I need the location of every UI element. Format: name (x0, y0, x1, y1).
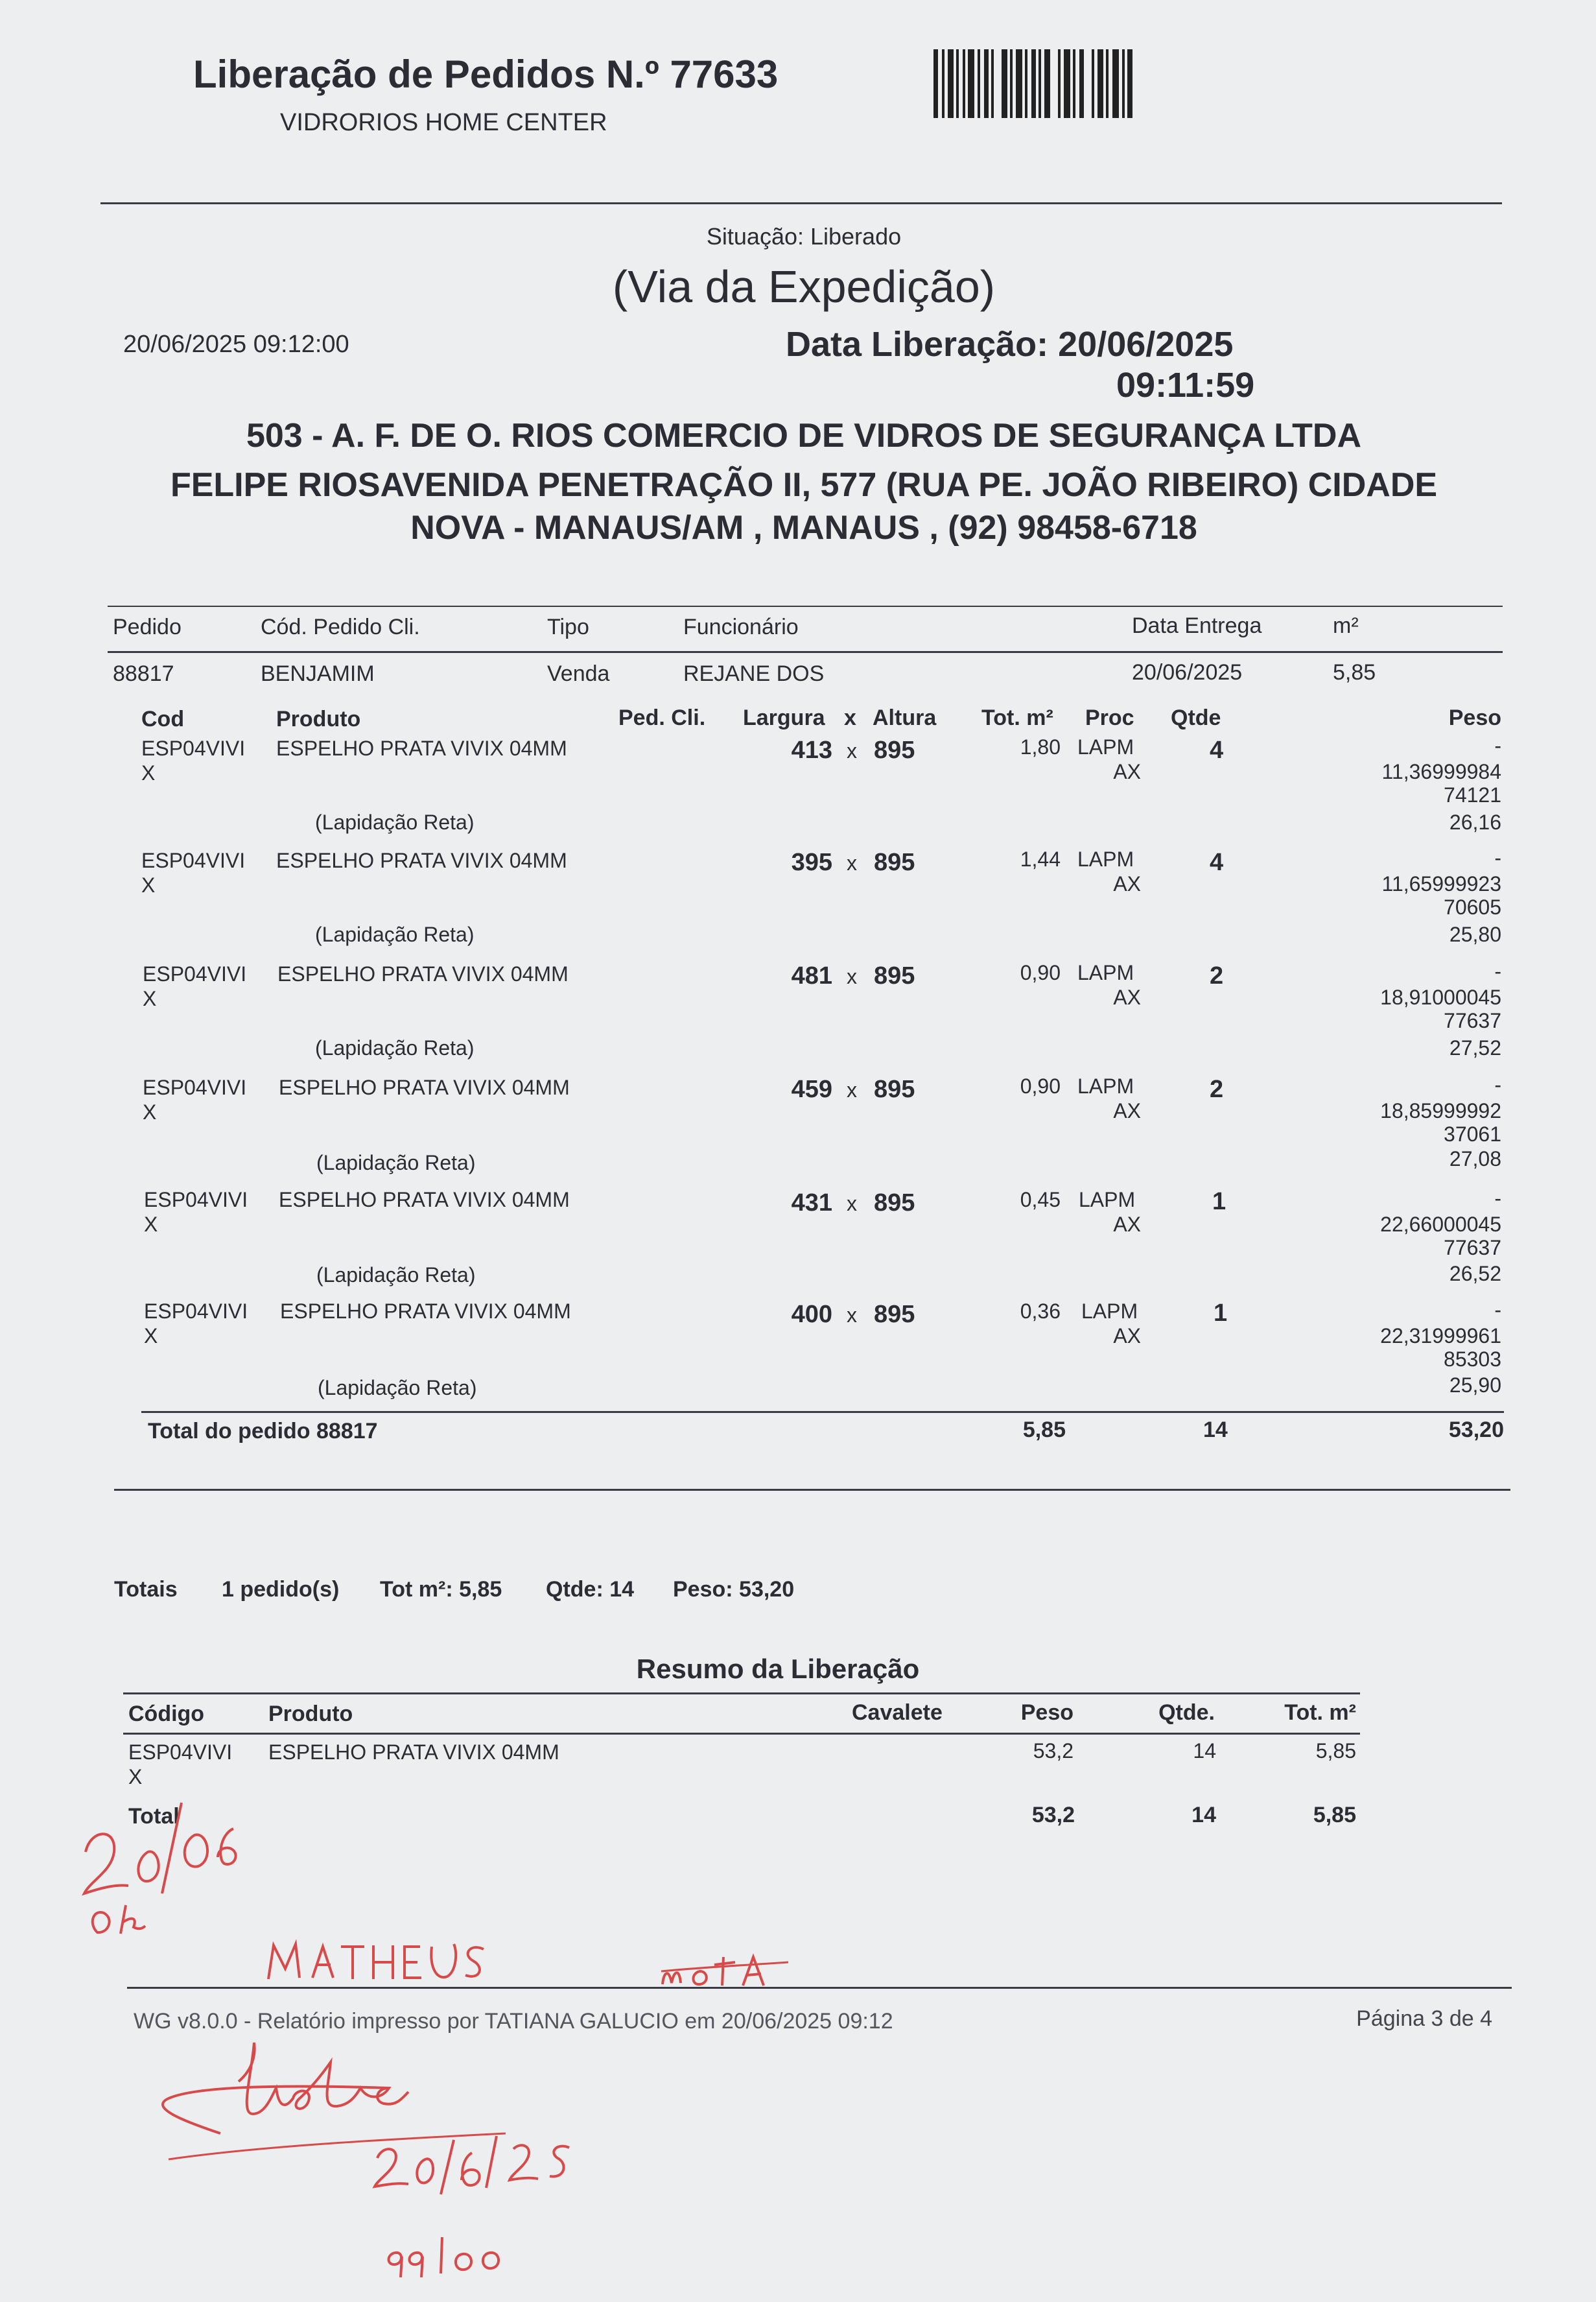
item-qty: 4 (1210, 849, 1224, 876)
summary-row-cod: ESP04VIVI (128, 1740, 233, 1764)
print-datetime: 20/06/2025 09:12:00 (123, 331, 349, 358)
items-col-cod: Cod (141, 707, 185, 731)
item-cod-cont: X (141, 873, 156, 897)
order-funcionario-value: REJANE DOS (683, 661, 825, 686)
item-product: ESPELHO PRATA VIVIX 04MM (276, 849, 567, 872)
item-product: ESPELHO PRATA VIVIX 04MM (279, 1188, 570, 1211)
item-qty: 1 (1212, 1188, 1226, 1215)
item-weight: 18,91000045 (1380, 986, 1501, 1009)
items-col-altura: Altura (873, 706, 937, 730)
totals-m2: Tot m²: 5,85 (380, 1577, 502, 1602)
item-subtitle: (Lapidação Reta) (315, 1036, 475, 1060)
summary-row-tot-m2: 5,85 (1315, 1739, 1356, 1762)
section-divider (114, 1489, 1510, 1491)
item-unit-weight: 25,80 (1449, 923, 1501, 946)
item-qty: 1 (1214, 1299, 1228, 1327)
item-unit-weight: 26,52 (1449, 1262, 1501, 1285)
summary-total-label: Total (128, 1804, 180, 1829)
item-weight-dash: - (1494, 846, 1501, 870)
document-title: Liberação de Pedidos N.º 77633 (193, 53, 779, 96)
handwritten-time-bottom (379, 2231, 521, 2283)
summary-col-tot-m2: Tot. m² (1284, 1700, 1356, 1725)
item-qty: 2 (1210, 962, 1224, 990)
item-weight-cont: 70605 (1444, 896, 1501, 919)
item-cod: ESP04VIVI (141, 737, 246, 760)
item-weight-dash: - (1494, 1187, 1501, 1210)
totals-weight: Peso: 53,20 (673, 1577, 795, 1602)
item-x: x (847, 739, 857, 763)
item-weight: 11,36999984 (1381, 760, 1501, 783)
summary-total-weight: 53,2 (1031, 1803, 1075, 1827)
item-subtitle: (Lapidação Reta) (315, 923, 475, 946)
order-header-bottom-line (108, 651, 1503, 653)
client-address-line2: NOVA - MANAUS/AM , MANAUS , (92) 98458-6718 (410, 509, 1197, 547)
order-total-qty: 14 (1203, 1418, 1228, 1442)
summary-total-tot-m2: 5,85 (1313, 1803, 1356, 1827)
release-date: Data Liberação: 20/06/2025 (786, 325, 1234, 364)
item-weight-cont: 77637 (1444, 1236, 1501, 1259)
client-name: 503 - A. F. DE O. RIOS COMERCIO DE VIDROS DE SEGURANÇA LTDA (246, 417, 1362, 455)
item-weight-dash: - (1494, 1073, 1501, 1097)
company-name: VIDRORIOS HOME CENTER (280, 109, 607, 136)
order-col-cod-cli: Cód. Pedido Cli. (261, 615, 420, 639)
item-tot-m2: 1,80 (1020, 735, 1061, 759)
items-col-qtde: Qtde (1171, 706, 1221, 730)
item-x: x (847, 1192, 857, 1215)
item-x: x (847, 851, 857, 875)
order-header-top-line (108, 606, 1503, 607)
totals-label: Totais (114, 1577, 178, 1602)
summary-total-qty: 14 (1191, 1803, 1216, 1827)
summary-row-qty: 14 (1193, 1739, 1216, 1762)
item-row (0, 1299, 1596, 1410)
item-weight-cont: 85303 (1444, 1347, 1501, 1371)
item-height: 895 (874, 1301, 915, 1328)
item-row (0, 962, 1596, 1073)
order-col-data-entrega: Data Entrega (1132, 613, 1262, 638)
summary-col-codigo: Código (128, 1702, 205, 1726)
item-cod: ESP04VIVI (141, 849, 246, 872)
item-subtitle: (Lapidação Reta) (316, 1263, 476, 1287)
order-col-funcionario: Funcionário (683, 615, 799, 639)
summary-header-line (123, 1733, 1360, 1735)
item-width: 400 (791, 1301, 832, 1328)
item-proc: LAPM (1077, 1074, 1134, 1098)
handwritten-name-matheus (259, 1932, 506, 1991)
item-subtitle: (Lapidação Reta) (318, 1376, 477, 1399)
item-row (0, 734, 1596, 847)
item-height: 895 (874, 1076, 915, 1103)
order-col-tipo: Tipo (547, 615, 589, 639)
item-proc: LAPM (1077, 735, 1134, 759)
summary-top-line (123, 1692, 1360, 1694)
item-width: 395 (791, 849, 832, 876)
order-col-pedido: Pedido (113, 615, 182, 639)
item-height: 895 (874, 1189, 915, 1216)
handwritten-date-left (71, 1790, 240, 1939)
items-col-proc: Proc (1085, 706, 1134, 730)
summary-row-weight: 53,2 (1033, 1739, 1074, 1762)
item-weight: 22,66000045 (1380, 1213, 1501, 1236)
item-unit-weight: 25,90 (1449, 1373, 1501, 1397)
item-proc: LAPM (1077, 961, 1134, 984)
item-cod-cont: X (141, 761, 156, 785)
totals-orders: 1 pedido(s) (222, 1577, 340, 1602)
item-weight: 18,85999992 (1380, 1099, 1501, 1122)
item-width: 481 (791, 962, 832, 990)
order-total-label: Total do pedido 88817 (148, 1419, 378, 1443)
item-proc: LAPM (1077, 848, 1134, 871)
item-subtitle: (Lapidação Reta) (316, 1151, 476, 1174)
summary-col-produto: Produto (268, 1702, 353, 1726)
item-cod: ESP04VIVI (144, 1299, 248, 1323)
item-cod-cont: X (143, 1100, 157, 1124)
item-width: 459 (791, 1076, 832, 1103)
item-tot-m2: 0,36 (1020, 1299, 1061, 1323)
item-proc: LAPM (1079, 1188, 1136, 1211)
item-height: 895 (874, 849, 915, 876)
item-x: x (847, 965, 857, 988)
item-weight-dash: - (1494, 1298, 1501, 1322)
item-proc-cont: AX (1113, 1099, 1141, 1122)
item-weight-dash: - (1494, 960, 1501, 983)
order-col-m2: m² (1333, 613, 1359, 638)
totals-qty: Qtde: 14 (546, 1577, 635, 1602)
items-col-largura: Largura (743, 706, 825, 730)
item-width: 413 (791, 737, 832, 764)
summary-row-cod-cont: X (128, 1765, 143, 1788)
item-cod-cont: X (144, 1213, 158, 1236)
order-m2-value: 5,85 (1333, 660, 1376, 685)
item-qty: 4 (1210, 737, 1224, 764)
via-label: (Via da Expedição) (612, 261, 996, 312)
item-weight: 22,31999961 (1380, 1324, 1501, 1347)
item-proc-cont: AX (1113, 1324, 1141, 1347)
footer-printed-by: WG v8.0.0 - Relatório impresso por TATIANA GALUCIO em 20/06/2025 09:12 (134, 2009, 893, 2034)
item-weight-dash: - (1494, 734, 1501, 757)
header-divider (100, 202, 1502, 204)
release-time: 09:11:59 (1116, 366, 1255, 405)
item-proc-cont: AX (1113, 986, 1141, 1009)
item-row (0, 1188, 1596, 1298)
item-product: ESPELHO PRATA VIVIX 04MM (279, 1076, 570, 1099)
order-pedido-value: 88817 (113, 661, 174, 686)
item-x: x (847, 1078, 857, 1102)
items-col-produto: Produto (276, 707, 361, 731)
item-proc-cont: AX (1113, 760, 1141, 783)
items-col-ped-cli: Ped. Cli. (618, 706, 706, 730)
summary-title: Resumo da Liberação (636, 1654, 920, 1684)
item-unit-weight: 27,08 (1449, 1147, 1501, 1170)
item-product: ESPELHO PRATA VIVIX 04MM (276, 737, 567, 760)
item-weight-cont: 77637 (1444, 1009, 1501, 1032)
item-row (0, 846, 1596, 959)
summary-row-product: ESPELHO PRATA VIVIX 04MM (268, 1740, 559, 1764)
order-total-line (141, 1411, 1504, 1413)
summary-col-peso: Peso (1020, 1700, 1074, 1725)
order-cod-cli-value: BENJAMIM (261, 661, 375, 686)
item-tot-m2: 0,90 (1020, 1074, 1061, 1098)
item-tot-m2: 0,45 (1020, 1188, 1061, 1211)
items-col-x: x (844, 706, 856, 730)
item-x: x (847, 1303, 857, 1327)
order-data-entrega-value: 20/06/2025 (1132, 660, 1243, 685)
item-cod: ESP04VIVI (143, 1076, 247, 1099)
item-cod-cont: X (143, 987, 157, 1010)
order-total-weight: 53,20 (1448, 1418, 1504, 1442)
status-label: Situação: Liberado (706, 223, 902, 250)
item-cod: ESP04VIVI (143, 962, 247, 986)
item-proc: LAPM (1081, 1299, 1138, 1323)
item-unit-weight: 27,52 (1449, 1036, 1501, 1060)
item-tot-m2: 0,90 (1020, 961, 1061, 984)
item-width: 431 (791, 1189, 832, 1216)
item-height: 895 (874, 737, 915, 764)
items-col-tot-m2: Tot. m² (981, 706, 1053, 730)
item-qty: 2 (1210, 1076, 1224, 1103)
item-weight: 11,65999923 (1381, 872, 1501, 896)
item-product: ESPELHO PRATA VIVIX 04MM (277, 962, 569, 986)
item-cod: ESP04VIVI (144, 1188, 248, 1211)
item-proc-cont: AX (1113, 1213, 1141, 1236)
item-tot-m2: 1,44 (1020, 848, 1061, 871)
barcode (933, 49, 1132, 118)
item-weight-cont: 74121 (1444, 783, 1501, 807)
item-weight-cont: 37061 (1444, 1122, 1501, 1146)
handwritten-name-mota (655, 1945, 797, 1997)
item-unit-weight: 26,16 (1449, 811, 1501, 834)
summary-col-cavalete: Cavalete (852, 1700, 943, 1725)
item-subtitle: (Lapidação Reta) (315, 811, 475, 834)
item-proc-cont: AX (1113, 872, 1141, 896)
item-cod-cont: X (144, 1324, 158, 1347)
client-address-line1: FELIPE RIOSAVENIDA PENETRAÇÃO II, 577 (RUA PE. JOÃO RIBEIRO) CIDADE (170, 466, 1438, 504)
items-col-peso: Peso (1448, 706, 1501, 730)
item-product: ESPELHO PRATA VIVIX 04MM (280, 1299, 571, 1323)
item-height: 895 (874, 962, 915, 990)
footer-page-number: Página 3 de 4 (1356, 2006, 1492, 2031)
order-total-m2: 5,85 (1022, 1418, 1066, 1442)
order-tipo-value: Venda (547, 661, 610, 686)
summary-col-qtde: Qtde. (1158, 1700, 1215, 1725)
item-row (0, 1073, 1596, 1186)
handwritten-date-bottom (363, 2127, 577, 2205)
